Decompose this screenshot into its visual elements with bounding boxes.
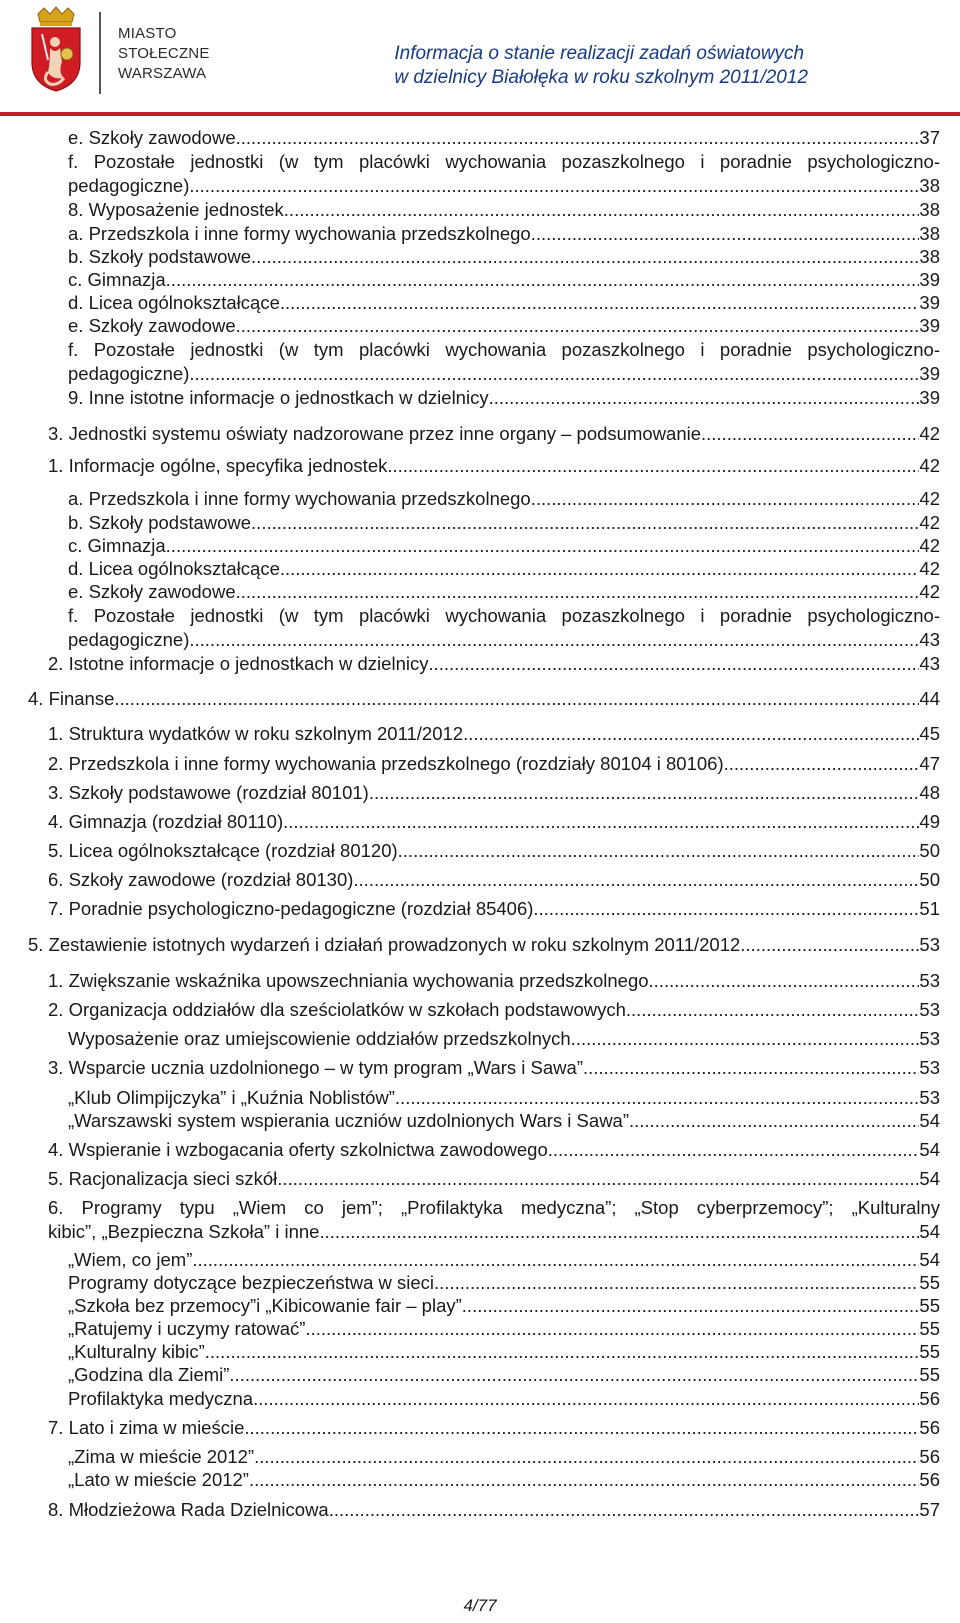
toc-row xyxy=(68,534,940,558)
toc-entry[interactable] xyxy=(68,1363,940,1387)
toc-row xyxy=(68,1294,940,1318)
toc-entry[interactable] xyxy=(68,1086,940,1110)
toc-row xyxy=(48,652,940,676)
toc-row xyxy=(68,1445,940,1469)
toc-row xyxy=(68,386,940,410)
toc-row xyxy=(48,810,940,834)
toc-entry[interactable] xyxy=(68,126,940,150)
toc-page-number: 50 xyxy=(919,869,940,890)
toc-dot-leader xyxy=(571,1027,920,1051)
toc-entry-title: kibic”, „Bezpieczna Szkoła” i inne xyxy=(48,1221,320,1242)
toc-entry[interactable] xyxy=(48,1498,940,1522)
toc-page-number: 53 xyxy=(919,1087,940,1108)
toc-page-number: 39 xyxy=(919,292,940,313)
toc-entry[interactable] xyxy=(68,487,940,511)
toc-dot-leader xyxy=(395,1086,920,1110)
toc-dot-leader xyxy=(205,1340,920,1364)
toc-dot-leader xyxy=(166,268,920,292)
toc-dot-leader xyxy=(629,1109,919,1133)
toc-entry-title: 3. Wsparcie ucznia uzdolnionego – w tym program „Wars i Sawa” xyxy=(48,1057,583,1078)
toc-dot-leader xyxy=(583,1056,919,1080)
page-header xyxy=(0,0,960,118)
toc-row xyxy=(68,580,940,604)
toc-entry[interactable] xyxy=(68,1317,940,1341)
toc-row xyxy=(68,174,940,198)
toc-entry[interactable] xyxy=(68,1468,940,1492)
page-number: 4/77 xyxy=(463,1596,497,1615)
toc-row xyxy=(48,969,940,993)
toc-page-number: 39 xyxy=(919,315,940,336)
toc-dot-leader xyxy=(254,1445,919,1469)
toc-page-number: 43 xyxy=(919,629,940,650)
toc-page-number: 55 xyxy=(919,1364,940,1385)
toc-row xyxy=(48,722,940,746)
toc-entry-title: 5. Licea ogólnokształcące (rozdział 80120) xyxy=(48,840,398,861)
toc-entry-title: b. Szkoły podstawowe xyxy=(68,246,252,267)
toc-entry-title: „Kulturalny kibic” xyxy=(68,1341,205,1362)
toc-entry[interactable] xyxy=(68,198,940,222)
toc-page-number: 42 xyxy=(919,535,940,556)
document-title-line: w dzielnicy Białołęka w roku szkolnym 2011/2012 xyxy=(394,67,808,88)
toc-entry-title: pedagogiczne) xyxy=(68,363,190,384)
toc-dot-leader xyxy=(531,487,920,511)
toc-entry[interactable] xyxy=(28,687,940,711)
toc-entry-title: a. Przedszkola i inne formy wychowania przedszkolnego xyxy=(68,223,531,244)
toc-row xyxy=(68,1387,940,1411)
toc-page-number: 47 xyxy=(919,753,940,774)
toc-page-number: 55 xyxy=(919,1341,940,1362)
toc-entry-title: f. Pozostałe jednostki (w tym placówki wychowania pozaszkolnego i poradnie psychologiczno- xyxy=(68,151,940,172)
toc-row xyxy=(68,511,940,535)
toc-entry-title: „Ratujemy i uczymy ratować” xyxy=(68,1318,306,1339)
toc-dot-leader xyxy=(236,580,920,604)
toc-entry-title: 8. Wyposażenie jednostek xyxy=(68,199,284,220)
toc-entry-title: c. Gimnazja xyxy=(68,535,166,556)
toc-dot-leader xyxy=(548,1138,920,1162)
toc-dot-leader xyxy=(434,1271,919,1295)
toc-entry[interactable] xyxy=(68,1445,940,1469)
toc-entry-title: „Szkoła bez przemocy”i „Kibicowanie fair – play” xyxy=(68,1295,462,1316)
toc-dot-leader xyxy=(462,1294,920,1318)
toc-entry[interactable] xyxy=(48,998,940,1022)
toc-entry-title: Profilaktyka medyczna xyxy=(68,1388,254,1409)
toc-page-number: 53 xyxy=(919,999,940,1020)
toc-row xyxy=(28,687,940,711)
toc-entry-title: 7. Lato i zima w mieście xyxy=(48,1417,245,1438)
toc-row xyxy=(48,1056,940,1080)
toc-entry-title: 1. Struktura wydatków w roku szkolnym 2011/2012 xyxy=(48,723,464,744)
toc-entry[interactable] xyxy=(48,969,940,993)
toc-entry[interactable] xyxy=(48,422,940,446)
toc-row xyxy=(68,1317,940,1341)
toc-page-number: 38 xyxy=(919,175,940,196)
toc-dot-leader xyxy=(724,752,920,776)
warsaw-crest-icon xyxy=(28,6,84,92)
toc-entry-title: e. Szkoły zawodowe xyxy=(68,581,236,602)
toc-page-number: 56 xyxy=(919,1417,940,1438)
toc-row xyxy=(68,1271,940,1295)
toc-entry[interactable] xyxy=(48,1167,940,1191)
toc-row xyxy=(48,1220,940,1244)
toc-row xyxy=(68,222,940,246)
toc-entry[interactable] xyxy=(68,1294,940,1318)
toc-entry-title: d. Licea ogólnokształcące xyxy=(68,292,280,313)
toc-entry-title: „Lato w mieście 2012” xyxy=(68,1469,249,1490)
toc-row xyxy=(68,1086,940,1110)
toc-page-number: 51 xyxy=(919,898,940,919)
toc-entry[interactable] xyxy=(68,1248,940,1272)
brand-line: MIASTO xyxy=(118,25,177,42)
toc-entry-title: 6. Szkoły zawodowe (rozdział 80130) xyxy=(48,869,354,890)
toc-entry[interactable] xyxy=(68,314,940,338)
toc-entry-title: 7. Poradnie psychologiczno-pedagogiczne (rozdział 85406) xyxy=(48,898,534,919)
toc-row xyxy=(68,1340,940,1364)
toc-entry-title: 3. Szkoły podstawowe (rozdział 80101) xyxy=(48,782,369,803)
toc-page-number: 54 xyxy=(919,1110,940,1131)
toc-entry[interactable] xyxy=(68,580,940,604)
toc-page-number: 39 xyxy=(919,387,940,408)
toc-dot-leader xyxy=(626,998,920,1022)
toc-dot-leader xyxy=(251,245,919,269)
toc-entry-title: 5. Zestawienie istotnych wydarzeń i działań prowadzonych w roku szkolnym 2011/2012 xyxy=(28,934,741,955)
toc-row xyxy=(68,268,940,292)
toc-page-number: 56 xyxy=(919,1469,940,1490)
toc-entry-title: „Zima w mieście 2012” xyxy=(68,1446,255,1467)
toc-entry[interactable] xyxy=(68,1387,940,1411)
city-brand xyxy=(118,24,210,84)
toc-row xyxy=(68,1027,940,1051)
toc-row xyxy=(68,1468,940,1492)
toc-entry-title: a. Przedszkola i inne formy wychowania przedszkolnego xyxy=(68,488,531,509)
toc-page-number: 48 xyxy=(919,782,940,803)
toc-row xyxy=(48,454,940,478)
toc-row xyxy=(68,628,940,652)
toc-entry[interactable] xyxy=(48,868,940,892)
toc-entry[interactable] xyxy=(68,1271,940,1295)
toc-entry[interactable] xyxy=(48,897,940,921)
toc-entry[interactable] xyxy=(48,722,940,746)
toc-page-number: 55 xyxy=(919,1272,940,1293)
toc-entry-title: 2. Przedszkola i inne formy wychowania przedszkolnego (rozdziały 80104 i 80106) xyxy=(48,753,724,774)
toc-entry-title: 9. Inne istotne informacje o jednostkach w dzielnicy xyxy=(68,387,489,408)
toc-dot-leader xyxy=(740,933,919,957)
toc-entry[interactable] xyxy=(68,604,940,652)
document-title xyxy=(394,42,808,90)
toc-entry-title: b. Szkoły podstawowe xyxy=(68,512,252,533)
header-divider xyxy=(99,12,101,94)
toc-entry[interactable] xyxy=(48,1416,940,1440)
toc-entry[interactable] xyxy=(68,534,940,558)
toc-page-number: 38 xyxy=(919,223,940,244)
toc-row xyxy=(68,126,940,150)
toc-entry-title: e. Szkoły zawodowe xyxy=(68,315,236,336)
toc-page-number: 38 xyxy=(919,246,940,267)
toc-entry-title: „Wiem, co jem” xyxy=(68,1249,193,1270)
toc-row xyxy=(48,839,940,863)
toc-row xyxy=(68,314,940,338)
toc-dot-leader xyxy=(369,781,920,805)
toc-row xyxy=(48,1498,940,1522)
toc-entry-title: e. Szkoły zawodowe xyxy=(68,127,236,148)
toc-entry[interactable] xyxy=(68,1340,940,1364)
toc-row xyxy=(48,998,940,1022)
toc-row xyxy=(68,1248,940,1272)
toc-dot-leader xyxy=(166,534,920,558)
toc-entry-title: 1. Zwiększanie wskaźnika upowszechniania wychowania przedszkolnego xyxy=(48,970,649,991)
toc-entry[interactable] xyxy=(68,150,940,198)
toc-entry-title: 4. Finanse xyxy=(28,688,115,709)
toc-dot-leader xyxy=(192,1248,919,1272)
toc-row xyxy=(48,422,940,446)
toc-dot-leader xyxy=(236,126,920,150)
toc-entry-title: 6. Programy typu „Wiem co jem”; „Profilaktyka medyczna”; „Stop cyberprzemocy”; „Kulturalny xyxy=(48,1197,940,1218)
toc-page-number: 55 xyxy=(919,1295,940,1316)
toc-row xyxy=(68,198,940,222)
toc-dot-leader xyxy=(280,291,920,315)
header-rule xyxy=(0,112,960,116)
toc-dot-leader xyxy=(283,810,919,834)
toc-page-number: 42 xyxy=(919,423,940,444)
toc-dot-leader xyxy=(701,422,919,446)
toc-entry[interactable] xyxy=(48,652,940,676)
toc-row xyxy=(48,1167,940,1191)
toc-entry-title: „Godzina dla Ziemi” xyxy=(68,1364,230,1385)
toc-dot-leader xyxy=(284,198,920,222)
toc-dot-leader xyxy=(280,557,920,581)
toc-entry[interactable] xyxy=(68,291,940,315)
toc-dot-leader xyxy=(463,722,919,746)
toc-dot-leader xyxy=(329,1498,920,1522)
toc-entry-title: 2. Organizacja oddziałów dla sześciolatków w szkołach podstawowych xyxy=(48,999,626,1020)
toc-page-number: 39 xyxy=(919,269,940,290)
toc-entry[interactable] xyxy=(68,1027,940,1051)
toc-row xyxy=(48,868,940,892)
toc-entry[interactable] xyxy=(68,338,940,386)
toc-row xyxy=(48,752,940,776)
toc-page-number: 54 xyxy=(919,1139,940,1160)
toc-page-number: 42 xyxy=(919,455,940,476)
toc-entry-title: Wyposażenie oraz umiejscowienie oddziałów przedszkolnych xyxy=(68,1028,571,1049)
toc-page-number: 53 xyxy=(919,934,940,955)
toc-row xyxy=(68,245,940,269)
toc-entry-title: 4. Wspieranie i wzbogacania oferty szkolnictwa zawodowego xyxy=(48,1139,548,1160)
toc-row xyxy=(48,1416,940,1440)
toc-entry-title: 1. Informacje ogólne, specyfika jednostek xyxy=(48,455,388,476)
toc-entry[interactable] xyxy=(28,933,940,957)
toc-page-number: 53 xyxy=(919,970,940,991)
toc-dot-leader xyxy=(251,511,919,535)
toc-dot-leader xyxy=(428,652,919,676)
toc-entry[interactable] xyxy=(48,781,940,805)
toc-dot-leader xyxy=(189,362,919,386)
toc-page-number: 42 xyxy=(919,558,940,579)
toc-dot-leader xyxy=(489,386,920,410)
toc-page-number: 42 xyxy=(919,512,940,533)
toc-dot-leader xyxy=(236,314,920,338)
toc-entry[interactable] xyxy=(48,752,940,776)
toc-entry-title: 8. Młodzieżowa Rada Dzielnicowa xyxy=(48,1499,329,1520)
toc-dot-leader xyxy=(531,222,920,246)
toc-page-number: 53 xyxy=(919,1057,940,1078)
toc-dot-leader xyxy=(229,1363,919,1387)
toc-page-number: 38 xyxy=(919,199,940,220)
toc-dot-leader xyxy=(353,868,919,892)
toc-page-number: 43 xyxy=(919,653,940,674)
toc-row xyxy=(48,781,940,805)
toc-page-number: 49 xyxy=(919,811,940,832)
toc-dot-leader xyxy=(649,969,920,993)
toc-page-number: 44 xyxy=(919,688,940,709)
toc-page-number: 53 xyxy=(919,1028,940,1049)
toc-entry[interactable] xyxy=(68,1109,940,1133)
toc-dot-leader xyxy=(387,454,919,478)
document-title-line: Informacja o stanie realizacji zadań oświatowych xyxy=(394,43,805,64)
toc-dot-leader xyxy=(249,1468,919,1492)
toc-entry[interactable] xyxy=(68,268,940,292)
toc-row xyxy=(68,1363,940,1387)
toc-row xyxy=(28,933,940,957)
toc-entry-title: f. Pozostałe jednostki (w tym placówki wychowania pozaszkolnego i poradnie psychologiczno- xyxy=(68,605,940,626)
toc-row xyxy=(68,1109,940,1133)
toc-entry[interactable] xyxy=(48,454,940,478)
toc-page-number: 45 xyxy=(919,723,940,744)
toc-entry-title: Programy dotyczące bezpieczeństwa w sieci xyxy=(68,1272,435,1293)
toc-dot-leader xyxy=(319,1220,919,1244)
toc-page-number: 57 xyxy=(919,1499,940,1520)
toc-page-number: 54 xyxy=(919,1168,940,1189)
toc-entry[interactable] xyxy=(68,245,940,269)
toc-entry[interactable] xyxy=(48,839,940,863)
toc-entry[interactable] xyxy=(68,386,940,410)
toc-row xyxy=(68,291,940,315)
toc-dot-leader xyxy=(253,1387,919,1411)
toc-dot-leader xyxy=(277,1167,919,1191)
toc-page-number: 37 xyxy=(919,127,940,148)
toc-entry[interactable] xyxy=(48,1056,940,1080)
toc-entry[interactable] xyxy=(48,1138,940,1162)
toc-page-number: 54 xyxy=(919,1249,940,1270)
toc-dot-leader xyxy=(189,628,919,652)
toc-row xyxy=(68,557,940,581)
toc-page-number: 56 xyxy=(919,1446,940,1467)
toc-entry-title: 4. Gimnazja (rozdział 80110) xyxy=(48,811,284,832)
toc-page-number: 56 xyxy=(919,1388,940,1409)
toc-entry[interactable] xyxy=(68,557,940,581)
toc-entry[interactable] xyxy=(48,1196,940,1244)
toc-entry-title: d. Licea ogólnokształcące xyxy=(68,558,280,579)
toc-entry-title: 5. Racjonalizacja sieci szkół xyxy=(48,1168,278,1189)
toc-page-number: 39 xyxy=(919,363,940,384)
toc-entry[interactable] xyxy=(68,511,940,535)
toc-page-number: 54 xyxy=(919,1221,940,1242)
toc-dot-leader xyxy=(114,687,919,711)
toc-entry-title: 3. Jednostki systemu oświaty nadzorowane przez inne organy – podsumowanie xyxy=(48,423,702,444)
toc-entry-title: pedagogiczne) xyxy=(68,175,190,196)
toc-entry-title: „Klub Olimpijczyka” i „Kuźnia Noblistów” xyxy=(68,1087,395,1108)
toc-page-number: 55 xyxy=(919,1318,940,1339)
brand-line: STOŁECZNE xyxy=(118,45,210,62)
toc-row xyxy=(68,362,940,386)
toc-row xyxy=(68,487,940,511)
toc-row xyxy=(48,1138,940,1162)
toc-entry-title: „Warszawski system wspierania uczniów uzdolnionych Wars i Sawa” xyxy=(68,1110,629,1131)
toc-row xyxy=(48,897,940,921)
toc-page-number: 42 xyxy=(919,581,940,602)
toc-dot-leader xyxy=(189,174,919,198)
toc-page-number: 50 xyxy=(919,840,940,861)
toc-dot-leader xyxy=(398,839,920,863)
toc-entry-title: 2. Istotne informacje o jednostkach w dzielnicy xyxy=(48,653,429,674)
toc-dot-leader xyxy=(533,897,919,921)
brand-line: WARSZAWA xyxy=(118,65,207,82)
toc-page-number: 42 xyxy=(919,488,940,509)
toc-dot-leader xyxy=(244,1416,919,1440)
toc-entry-title: f. Pozostałe jednostki (w tym placówki wychowania pozaszkolnego i poradnie psychologiczno- xyxy=(68,339,940,360)
toc-entry[interactable] xyxy=(48,810,940,834)
toc-entry[interactable] xyxy=(68,222,940,246)
toc-dot-leader xyxy=(305,1317,919,1341)
toc-entry-title: pedagogiczne) xyxy=(68,629,190,650)
toc-entry-title: c. Gimnazja xyxy=(68,269,166,290)
